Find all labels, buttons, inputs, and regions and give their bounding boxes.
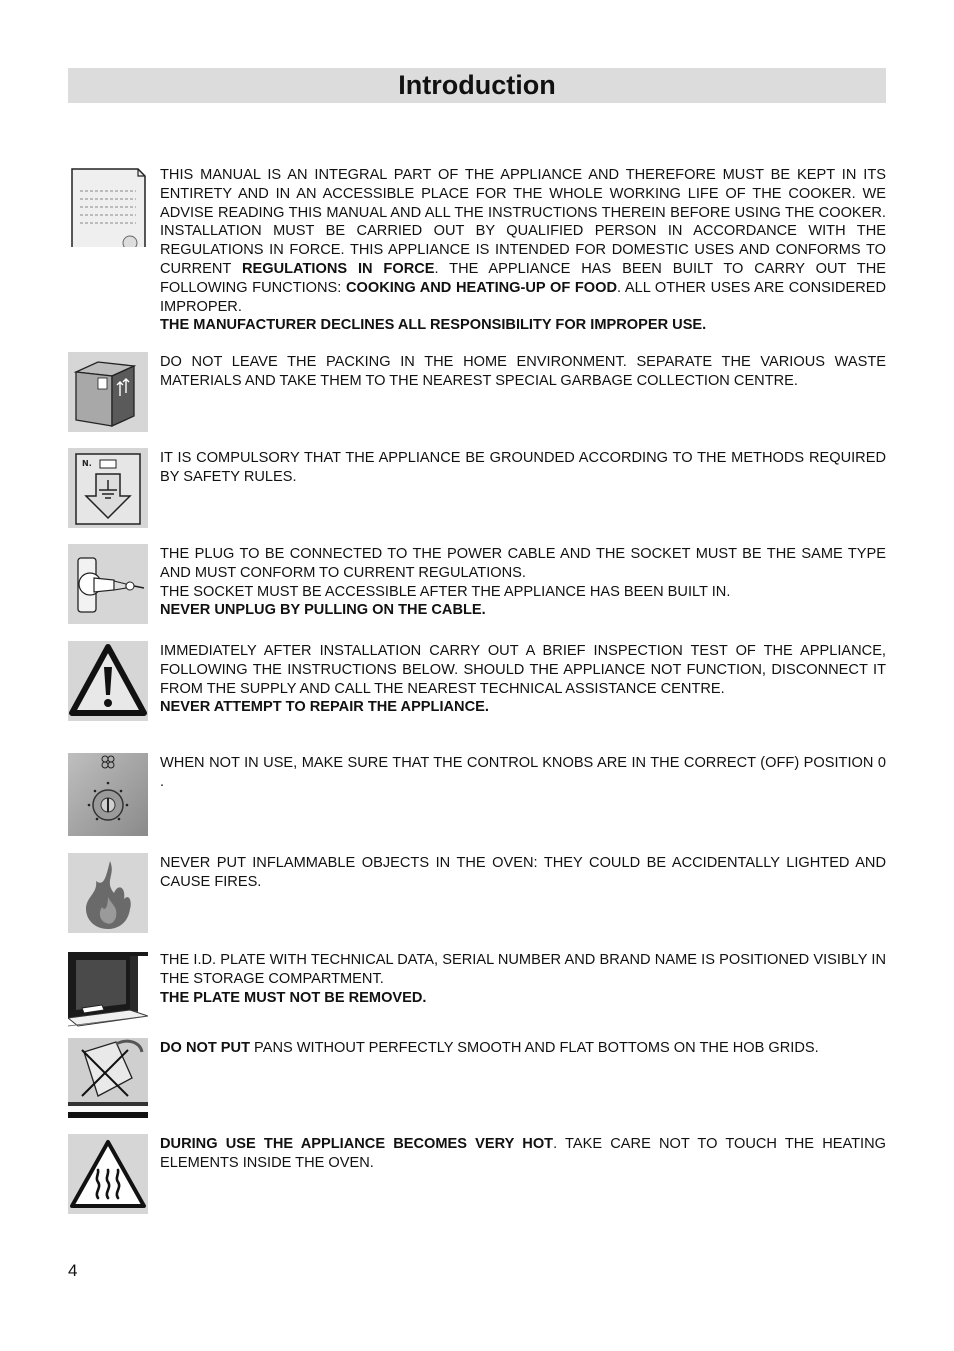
- warning-triangle-icon: [68, 641, 148, 721]
- manual-document-icon: [68, 167, 148, 247]
- item-pans-text: DO NOT PUT PANS WITHOUT PERFECTLY SMOOTH AND FLAT BOTTOMS ON THE HOB GRIDS.: [160, 1040, 819, 1056]
- item-knobs-text: WHEN NOT IN USE, MAKE SURE THAT THE CONTROL KNOBS ARE IN THE CORRECT (OFF) POSITION 0 .: [160, 755, 886, 790]
- item-manual-text: [160, 166, 886, 335]
- crossed-pan-icon: [68, 1038, 148, 1118]
- ground-label: N.: [82, 459, 92, 468]
- item-plug-text: THE PLUG TO BE CONNECTED TO THE POWER CABLE AND THE SOCKET MUST BE THE SAME TYPE AND MUST CONFORM TO CURRENT REGULATIONS. THE SOCKET MUST BE ACCESSIBLE AFTER THE APPLIANCE HAS BEEN BUILT IN. NEVER UNPLUG BY PULLING ON THE CABLE.: [160, 546, 886, 619]
- packing-box-icon: [68, 352, 148, 432]
- page-number: 4: [68, 1261, 78, 1280]
- ground-earth-icon: [68, 448, 148, 528]
- item-id-plate-warning: THE PLATE MUST NOT BE REMOVED.: [160, 989, 427, 1006]
- item-manual-warning: THE MANUFACTURER DECLINES ALL RESPONSIBILITY FOR IMPROPER USE.: [160, 317, 707, 334]
- item-grounding-text: IT IS COMPULSORY THAT THE APPLIANCE BE GROUNDED ACCORDING TO THE METHODS REQUIRED BY SAFETY RULES.: [160, 450, 886, 485]
- item-plug-warning: NEVER UNPLUG BY PULLING ON THE CABLE.: [160, 602, 486, 619]
- item-packing-text: DO NOT LEAVE THE PACKING IN THE HOME ENVIRONMENT. SEPARATE THE VARIOUS WASTE MATERIALS AND TAKE THEM TO THE NEAREST SPECIAL GARBAGE COLLECTION CENTRE.: [160, 354, 886, 389]
- item-inspection-warning: NEVER ATTEMPT TO REPAIR THE APPLIANCE.: [160, 699, 489, 716]
- item-id-plate-text: THE I.D. PLATE WITH TECHNICAL DATA, SERIAL NUMBER AND BRAND NAME IS POSITIONED VISIBLY IN THE STORAGE COMPARTMENT. THE PLATE MUST NOT BE REMOVED.: [160, 952, 886, 1006]
- item-inspection-text: IMMEDIATELY AFTER INSTALLATION CARRY OUT A BRIEF INSPECTION TEST OF THE APPLIANCE, FOLLOWING THE INSTRUCTIONS BELOW. SHOULD THE APPLIANCE NOT FUNCTION, DISCONNECT IT FROM THE SUPPLY AND CALL THE NEAREST TECHNICAL ASSISTANCE CENTRE. NEVER ATTEMPT TO REPAIR THE APPLIANCE.: [160, 643, 886, 716]
- item-flammable-text: NEVER PUT INFLAMMABLE OBJECTS IN THE OVEN: THEY COULD BE ACCIDENTALLY LIGHTED AND CAUSE FIRES.: [160, 855, 886, 890]
- title-bar: [68, 68, 886, 103]
- item-hot-text: DURING USE THE APPLIANCE BECOMES VERY HOT. TAKE CARE NOT TO TOUCH THE HEATING ELEMENTS INSIDE THE OVEN.: [160, 1136, 886, 1171]
- item-manual-paragraph: THIS MANUAL IS AN INTEGRAL PART OF THE APPLIANCE AND THEREFORE MUST BE KEPT IN ITS ENTIRETY AND IN AN ACCESSIBLE PLACE FOR THE WHOLE WORKING LIFE OF THE COOKER. WE ADVISE READING THIS MANUAL AND ALL THE INSTRUCTIONS THEREIN BEFORE USING THE COOKER. INSTALLATION MUST BE CARRIED OUT BY QUALIFIED PERSON IN ACCORDANCE WITH THE REGULATIONS IN FORCE. THIS APPLIANCE IS INTENDED FOR DOMESTIC USES AND CONFORMS TO CURRENT REGULATIONS IN FORCE. THE APPLIANCE HAS BEEN BUILT TO CARRY OUT THE FOLLOWING FUNCTIONS: COOKING AND HEATING-UP OF FOOD. ALL OTHER USES ARE CONSIDERED IMPROPER.: [160, 167, 887, 315]
- id-plate-icon: [68, 950, 148, 1030]
- page-title: Introduction: [398, 70, 556, 100]
- plug-socket-icon: [68, 544, 148, 624]
- control-knob-icon: [68, 753, 148, 836]
- flame-icon: [68, 853, 148, 933]
- hot-surface-icon: [68, 1134, 148, 1214]
